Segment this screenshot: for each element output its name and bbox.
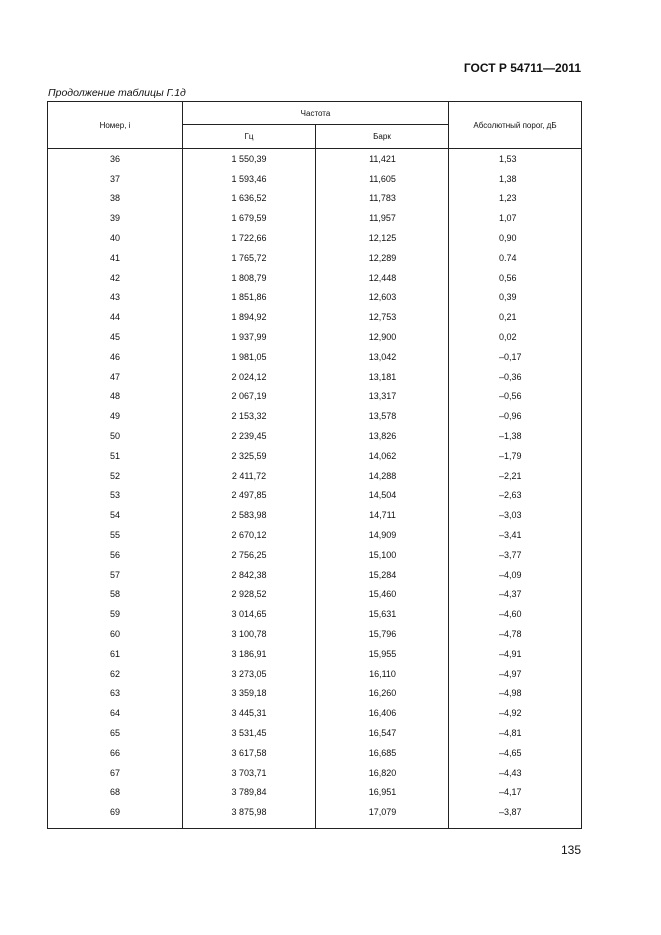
cell-hz: 2 670,12 [231,530,267,541]
cell-hz: 1 722,66 [231,233,267,244]
cell-hz: 1 851,86 [231,292,267,303]
cell-bark: 16,110 [369,668,396,679]
cell-hz: 2 024,12 [231,371,267,382]
cell-bark: 14,288 [368,470,397,481]
cell-threshold: –4,43 [499,767,522,778]
cell-bark: 16,260 [368,688,397,699]
cell-bark: 12,125 [368,233,397,244]
cell-number: 61 [109,648,120,659]
cell-threshold: –4,37 [499,589,522,600]
cell-threshold: 1,53 [499,153,517,164]
cell-hz: 3 703,71 [231,767,267,778]
cell-bark: 11,421 [369,153,396,164]
cell-number: 46 [109,351,120,362]
cell-bark: 16,820 [368,767,397,778]
data-table [47,101,582,829]
cell-hz: 1 679,59 [231,213,267,224]
cell-bark: 16,547 [368,728,397,738]
cell-number: 69 [109,807,120,818]
cell-bark: 11,957 [369,213,396,224]
cell-hz: 2 842,38 [231,569,267,580]
cell-number: 59 [109,609,120,620]
cell-number: 39 [109,213,120,224]
cell-hz: 2 325,59 [231,450,267,461]
cell-number: 49 [109,411,120,422]
cell-number: 65 [109,728,120,738]
cell-hz: 3 875,98 [231,807,267,818]
table-caption: Продолжение таблицы Г.1д [48,87,186,99]
cell-number: 64 [109,708,120,719]
cell-threshold: –4,78 [499,629,522,640]
cell-threshold: –1,79 [499,450,522,461]
cell-bark: 14,504 [368,490,397,501]
header-number: Номер, i [99,120,131,130]
cell-bark: 15,955 [368,648,397,659]
cell-number: 67 [109,767,120,778]
cell-bark: 14,062 [368,450,397,461]
table-body [48,149,581,828]
cell-threshold: –4,97 [499,668,522,679]
cell-threshold: –0,36 [499,371,522,382]
cell-threshold: 1,23 [499,193,517,204]
cell-bark: 14,711 [369,510,396,521]
cell-hz: 1 593,46 [231,173,267,184]
cell-threshold: –4,17 [499,787,522,798]
cell-hz: 1 981,05 [231,351,267,362]
cell-number: 47 [109,371,120,382]
header-frequency: Частота [183,102,448,125]
cell-threshold: 0,56 [499,272,517,283]
cell-hz: 3 617,58 [231,747,267,758]
cell-threshold: 0,21 [499,312,517,323]
cell-threshold: –2,63 [499,490,522,501]
cell-hz: 2 583,98 [231,510,267,521]
cell-number: 66 [109,747,120,758]
cell-number: 36 [109,153,120,164]
cell-number: 41 [109,252,120,263]
cell-bark: 11,783 [369,193,396,204]
cell-threshold: –3,03 [499,510,522,521]
cell-bark: 15,796 [368,629,397,640]
cell-bark: 13,317 [368,391,397,402]
cell-number: 56 [109,549,120,560]
cell-hz: 1 808,79 [231,272,267,283]
cell-number: 37 [109,173,120,184]
cell-hz: 1 550,39 [231,153,267,164]
cell-bark: 13,181 [368,371,397,382]
cell-hz: 2 067,19 [231,391,267,402]
cell-hz: 3 100,78 [231,629,267,640]
cell-bark: 15,631 [368,609,397,620]
cell-bark: 12,603 [368,292,397,303]
cell-threshold: 1,38 [499,173,517,184]
cell-hz: 1 636,52 [231,193,267,204]
cell-threshold: –3,77 [499,549,522,560]
cell-bark: 12,448 [368,272,397,283]
cell-threshold: –3,87 [499,807,522,818]
cell-hz: 3 445,31 [231,708,267,719]
cell-hz: 2 153,32 [231,411,267,422]
cell-number: 63 [109,688,120,699]
cell-number: 68 [109,787,120,798]
cell-number: 48 [109,391,120,402]
cell-bark: 16,406 [368,708,397,719]
cell-hz: 3 359,18 [231,688,267,699]
cell-bark: 13,578 [368,411,397,422]
cell-bark: 12,900 [368,332,397,343]
cell-bark: 13,042 [368,351,397,362]
cell-threshold: –0,96 [499,411,522,422]
cell-threshold: –4,91 [499,648,522,659]
cell-threshold: –4,09 [499,569,522,580]
cell-threshold: 0,02 [499,332,517,343]
cell-threshold: –4,65 [499,747,522,758]
cell-number: 54 [109,510,120,521]
cell-bark: 11,605 [369,173,396,184]
cell-threshold: –0,17 [499,351,522,362]
cell-hz: 3 273,05 [231,668,267,679]
cell-number: 50 [109,431,120,442]
document-code: ГОСТ Р 54711—2011 [463,61,581,75]
cell-hz: 3 789,84 [231,787,267,798]
cell-threshold: –4,81 [499,728,522,738]
cell-bark: 12,753 [368,312,397,323]
header-threshold: Абсолютный порог, дБ [473,120,557,130]
cell-threshold: 0,90 [499,233,517,244]
cell-bark: 15,460 [368,589,397,600]
cell-number: 40 [109,233,120,244]
cell-number: 53 [109,490,120,501]
cell-number: 62 [109,668,120,679]
cell-hz: 2 928,52 [231,589,267,600]
cell-number: 57 [109,569,120,580]
cell-threshold: 1,07 [499,213,517,224]
cell-bark: 17,079 [368,807,397,818]
header-bark: Барк [373,132,391,141]
cell-threshold: 0.74 [499,252,517,263]
page-number: 135 [560,843,581,857]
cell-threshold: –4,60 [499,609,522,620]
cell-threshold: 0,39 [499,292,517,303]
cell-threshold: –0,56 [499,391,522,402]
cell-number: 43 [109,292,120,303]
cell-bark: 14,909 [368,530,397,541]
cell-number: 42 [109,272,120,283]
cell-bark: 16,951 [368,787,397,798]
cell-hz: 3 014,65 [231,609,267,620]
cell-hz: 2 497,85 [231,490,267,501]
cell-threshold: –1,38 [499,431,522,442]
cell-number: 52 [109,470,120,481]
cell-hz: 1 765,72 [231,252,267,263]
header-hz: Гц [183,125,316,148]
cell-threshold: –2,21 [499,470,522,481]
cell-bark: 12,289 [368,252,397,263]
cell-number: 58 [109,589,120,600]
cell-bark: 15,100 [368,549,397,560]
cell-number: 55 [109,530,120,541]
header-frequency-group [182,102,449,148]
cell-hz: 2 411,72 [231,470,267,481]
cell-number: 45 [109,332,120,343]
table-header [48,102,581,149]
cell-threshold: –4,98 [499,688,522,699]
cell-number: 51 [109,450,120,461]
cell-threshold: –4,92 [499,708,522,719]
cell-bark: 16,685 [368,747,397,758]
cell-number: 60 [109,629,120,640]
cell-number: 38 [109,193,120,204]
cell-bark: 15,284 [368,569,397,580]
cell-bark: 13,826 [368,431,397,442]
cell-hz: 2 756,25 [231,549,267,560]
cell-hz: 3 531,45 [231,728,267,738]
cell-number: 44 [109,312,120,323]
cell-threshold: –3,41 [499,530,522,541]
cell-hz: 3 186,91 [231,648,267,659]
cell-hz: 1 894,92 [231,312,267,323]
cell-hz: 2 239,45 [231,431,267,442]
cell-hz: 1 937,99 [231,332,267,343]
